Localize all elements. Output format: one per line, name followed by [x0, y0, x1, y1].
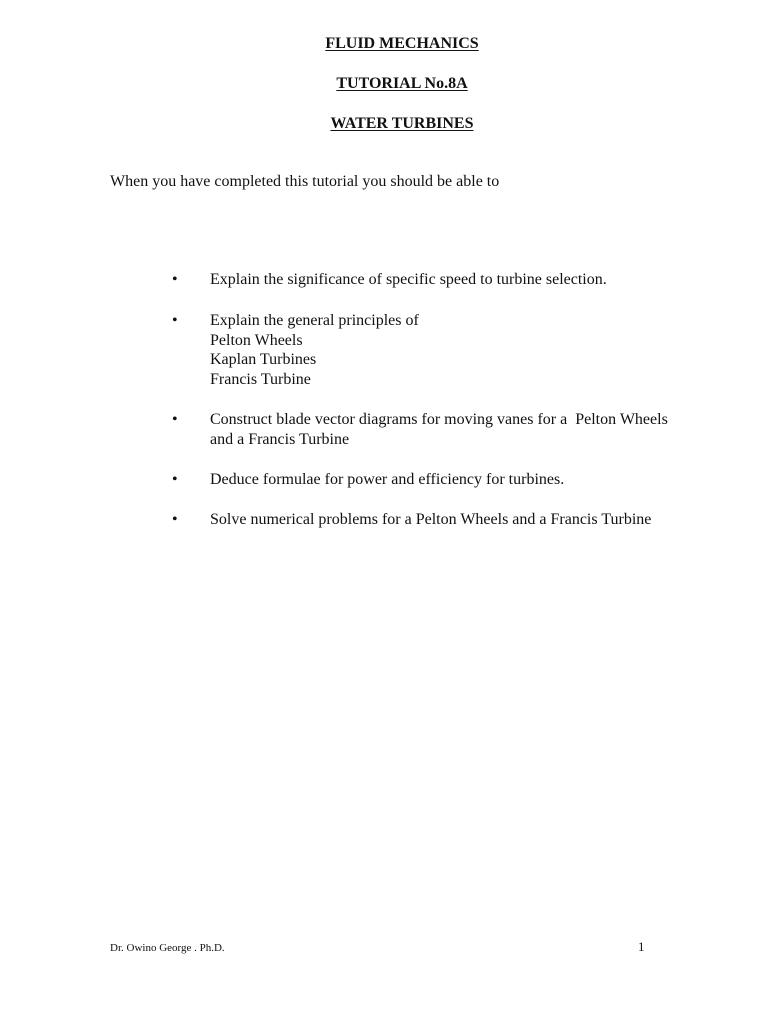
objective-text: Solve numerical problems for a Pelton Wheels and a Francis Turbine [210, 511, 652, 528]
footer-author: Dr. Owino George . Ph.D. [110, 942, 225, 954]
bullet-icon: • [172, 312, 178, 329]
objective-subitem: Francis Turbine [210, 370, 311, 388]
objective-text: Construct blade vector diagrams for moving vanes for a Pelton Wheels and a Francis Turbine [210, 411, 672, 448]
intro-text: When you have completed this tutorial you should be able to [110, 173, 500, 190]
page-number: 1 [638, 939, 645, 954]
bullet-icon: • [172, 411, 178, 428]
objective-subitem: Pelton Wheels [210, 331, 303, 349]
objective-text-group [210, 311, 696, 389]
objective-subitem: Kaplan Turbines [210, 351, 317, 368]
objective-text: Deduce formulae for power and efficiency for turbines. [210, 471, 565, 488]
objective-text: Explain the general principles of [210, 312, 419, 329]
objective-text: Explain the significance of specific speed to turbine selection. [210, 271, 607, 288]
document-title: FLUID MECHANICS [325, 35, 479, 52]
bullet-icon: • [172, 511, 178, 528]
bullet-icon: • [172, 471, 178, 488]
bullet-icon: • [172, 271, 178, 288]
tutorial-number: TUTORIAL No.8A [336, 75, 468, 92]
tutorial-topic: WATER TURBINES [330, 115, 474, 132]
